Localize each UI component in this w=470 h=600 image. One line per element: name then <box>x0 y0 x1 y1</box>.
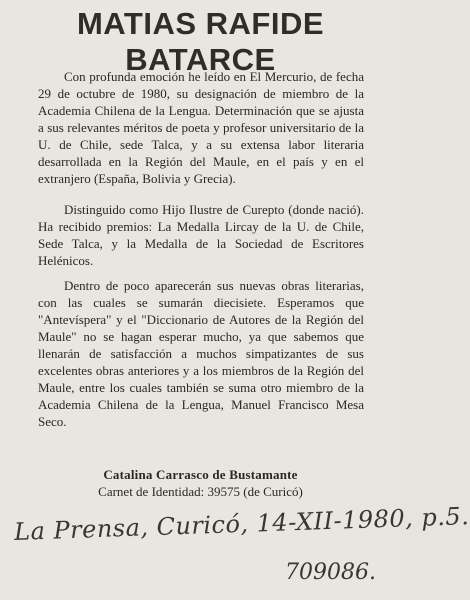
paragraph-3: Dentro de poco aparecerán sus nuevas obras literarias, con las cuales se sumarán diecisiete. Esperamos que "Antevíspera" y el "Diccionario de Autores de la Región del Maule" no se hagan esperar mucho, ya que sabemos que llenarán de satisfacción a muchos simpatizantes de sus excelentes obras anteriores y a los miembros de la Región del Maule, entre los cuales también se suma otro miembro de la Academia Chilena de la Lengua, Manuel Francisco Mesa Seco. <box>38 278 364 429</box>
paragraph-1: Con profunda emoción he leído en El Mercurio, de fecha 29 de octubre de 1980, su designación de miembro de la Academia Chilena de la Lengua. Determinación que se ajusta a sus relevantes méritos de poeta y profesor universitario de la U. de Chile, sede Talca, y a su extensa labor literaria desarrollada en la Región del Maule, en el país y en el extranjero (España, Bolivia y Grecia). <box>38 69 364 186</box>
handwritten-source-note: La Prensa, Curicó, 14-XII-1980, p.5. <box>13 502 470 546</box>
paragraph-2: Distinguido como Hijo Ilustre de Curepto (donde nació). Ha recibido premios: La Medalla Lircay de la U. de Chile, Sede Talca, y la Medalla de la Sociedad de Escritores Helénicos. <box>38 202 364 268</box>
handwritten-catalog-number: 709086. <box>285 560 376 585</box>
signature-id: Carnet de Identidad: 39575 (de Curicó) <box>98 484 303 499</box>
signature-name: Catalina Carrasco de Bustamante <box>103 467 298 482</box>
article-body <box>38 68 364 430</box>
article-title: MATIAS RAFIDE BATARCE <box>76 6 325 77</box>
